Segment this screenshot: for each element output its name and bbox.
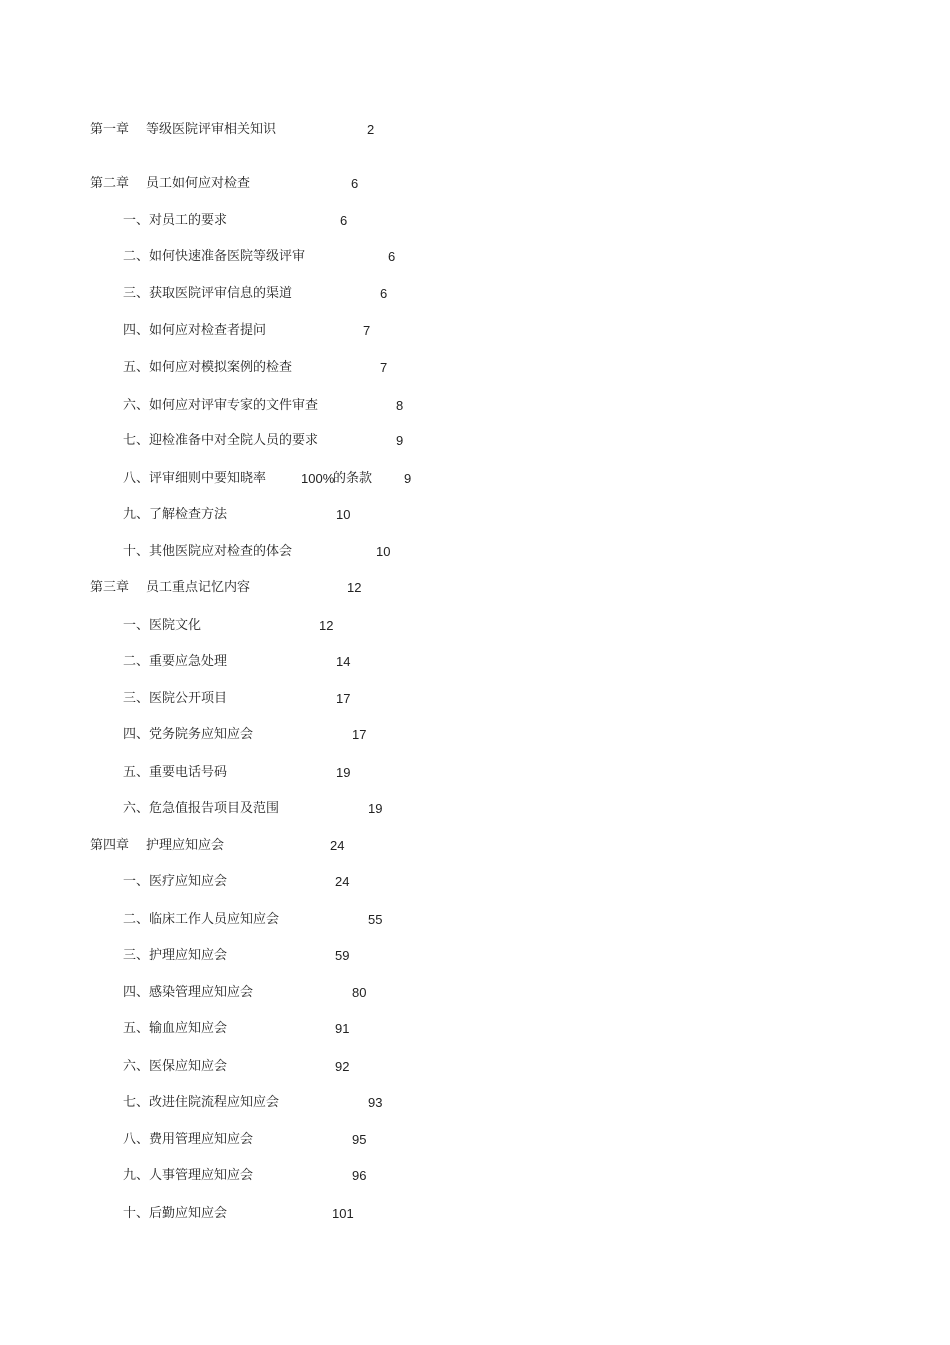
toc-page-number: 12 [347, 580, 362, 595]
toc-page-number: 95 [352, 1132, 367, 1147]
toc-section-title: 六、医保应知应会 [123, 1059, 228, 1074]
toc-page-number: 6 [340, 213, 348, 228]
toc-section-title: 七、改进住院流程应知应会 [123, 1095, 280, 1110]
toc-page-number: 9 [396, 433, 404, 448]
toc-page-number: 2 [367, 122, 375, 137]
toc-section-title: 五、如何应对模拟案例的检查 [123, 360, 293, 375]
toc-section-title: 六、危急值报告项目及范围 [123, 801, 280, 816]
toc-section-title: 八、费用管理应知应会 [123, 1132, 254, 1147]
toc-page-number: 17 [336, 691, 351, 706]
toc-section-title: 八、评审细则中要知晓率 [123, 471, 267, 486]
toc-page-number: 6 [380, 286, 388, 301]
toc-page-number: 93 [368, 1095, 383, 1110]
toc-page-number: 24 [330, 838, 345, 853]
toc-page-number: 19 [336, 765, 351, 780]
toc-section-title: 一、医疗应知应会 [123, 874, 228, 889]
toc-page-number: 96 [352, 1168, 367, 1183]
toc-page-number: 10 [376, 544, 391, 559]
toc-section-title: 二、如何快速准备医院等级评审 [123, 249, 306, 264]
toc-page-number: 80 [352, 985, 367, 1000]
toc-section-title: 一、医院文化 [123, 618, 202, 633]
toc-section-title: 十、其他医院应对检查的体会 [123, 544, 293, 559]
toc-section-title: 三、护理应知应会 [123, 948, 228, 963]
toc-page-number: 7 [363, 323, 371, 338]
toc-section-title: 五、重要电话号码 [123, 765, 228, 780]
toc-section-title: 三、医院公开项目 [123, 691, 228, 706]
toc-page-number: 24 [335, 874, 350, 889]
toc-section-title: 九、人事管理应知应会 [123, 1168, 254, 1183]
toc-page-number: 17 [352, 727, 367, 742]
toc-section-title: 二、重要应急处理 [123, 654, 228, 669]
toc-page-number: 19 [368, 801, 383, 816]
toc-page-number: 59 [335, 948, 350, 963]
toc-chapter-title: 护理应知应会 [146, 838, 225, 853]
toc-section-title: 九、了解检查方法 [123, 507, 228, 522]
toc-page-number: 6 [388, 249, 396, 264]
toc-page-number: 14 [336, 654, 351, 669]
toc-section-percent: 100% [301, 471, 335, 486]
toc-page-number: 92 [335, 1059, 350, 1074]
toc-chapter-title: 员工如何应对检查 [146, 176, 251, 191]
toc-section-title-tail: 的条款 [333, 471, 373, 486]
toc-section-title: 四、如何应对检查者提问 [123, 323, 267, 338]
toc-section-title: 三、获取医院评审信息的渠道 [123, 286, 293, 301]
toc-section-title: 六、如何应对评审专家的文件审查 [123, 398, 319, 413]
toc-page-number: 91 [335, 1021, 350, 1036]
toc-page-number: 7 [380, 360, 388, 375]
toc-page-number: 10 [336, 507, 351, 522]
toc-section-title: 五、输血应知应会 [123, 1021, 228, 1036]
toc-chapter-number: 第四章 [90, 838, 130, 853]
toc-chapter-title: 等级医院评审相关知识 [146, 122, 277, 137]
toc-section-title: 一、对员工的要求 [123, 213, 228, 228]
toc-chapter-number: 第二章 [90, 176, 130, 191]
toc-page-number: 9 [404, 471, 412, 486]
toc-section-title: 四、党务院务应知应会 [123, 727, 254, 742]
toc-page-number: 6 [351, 176, 359, 191]
toc-chapter-title: 员工重点记忆内容 [146, 580, 251, 595]
toc-page-number: 8 [396, 398, 404, 413]
toc-section-title: 四、感染管理应知应会 [123, 985, 254, 1000]
toc-section-title: 二、临床工作人员应知应会 [123, 912, 280, 927]
toc-page-number: 55 [368, 912, 383, 927]
toc-chapter-number: 第三章 [90, 580, 130, 595]
toc-page-number: 101 [332, 1206, 354, 1221]
toc-chapter-number: 第一章 [90, 122, 130, 137]
toc-section-title: 十、后勤应知应会 [123, 1206, 228, 1221]
toc-page-number: 12 [319, 618, 334, 633]
toc-section-title: 七、迎检准备中对全院人员的要求 [123, 433, 319, 448]
